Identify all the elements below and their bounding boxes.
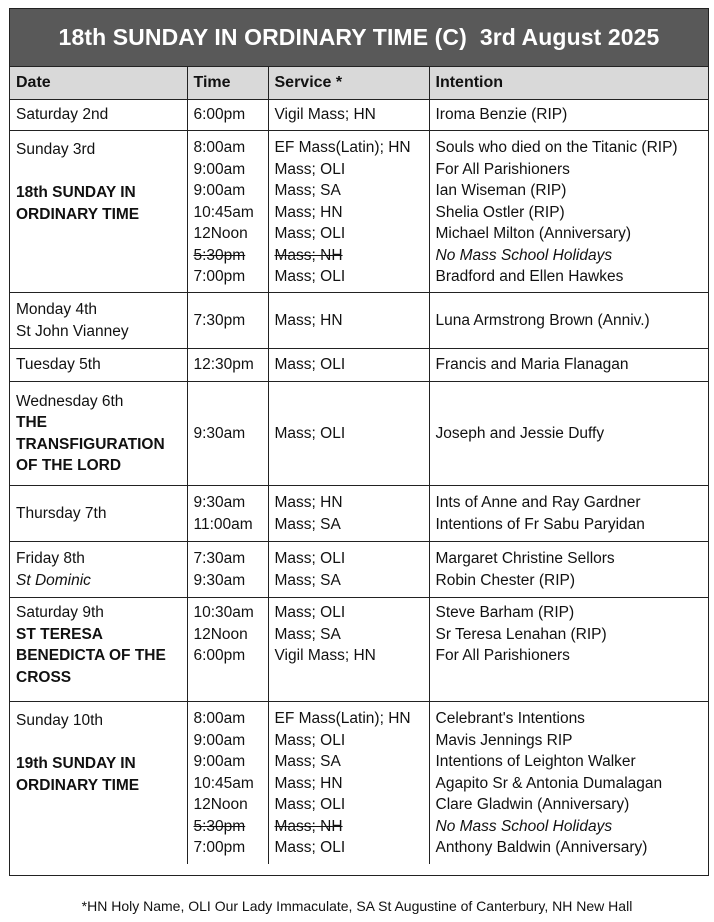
mass-intention: No Mass School Holidays [435,246,613,264]
mass-intention: Intentions of Leighton Walker [435,753,636,770]
service-name: Vigil Mass; HN [274,647,376,664]
mass-intention: For All Parishioners [435,647,570,664]
mass-intention: Joseph and Jessie Duffy [435,424,605,442]
schedule-body [10,100,708,864]
service-cell [268,486,429,542]
day-label [16,732,181,754]
mass-intention: Ints of Anne and Ray Gardner [435,494,641,511]
intention-cell [429,131,708,293]
date-cell [10,486,187,542]
schedule-frame [9,8,709,876]
service-cell [268,598,429,702]
service-name: Mass; SA [274,515,341,533]
time-cell [187,100,268,131]
mass-time: 7:00pm [193,268,246,285]
service-name: Mass; OLI [274,356,346,374]
service-name: EF Mass(Latin); HN [274,139,411,156]
service-name: Mass; OLI [274,604,346,621]
time-cell [187,382,268,486]
date-cell [10,131,187,293]
date-cell [10,100,187,131]
mass-intention: Michael Milton (Anniversary) [435,225,632,242]
table-row [10,293,708,349]
feast-title: ORDINARY TIME [16,776,140,794]
footer-legend: *HN Holy Name, OLI Our Lady Immaculate, SA St Augustine of Canterbury, NH New Hall [81,898,633,914]
service-cell [268,349,429,382]
mass-time: 12Noon [193,625,248,643]
date-cell [10,702,187,864]
service-name: Mass; HN [274,311,343,329]
saint-name: St Dominic [16,571,91,589]
mass-time: 7:00pm [193,839,246,856]
header-service: Service * [268,67,429,100]
mass-intention: Agapito Sr & Antonia Dumalagan [435,774,663,792]
mass-time: 10:45am [193,203,254,221]
page-title: 18th SUNDAY IN ORDINARY TIME (C) 3rd August 2025 [10,9,708,67]
mass-intention: Steve Barham (RIP) [435,604,575,621]
header-intention: Intention [429,67,708,100]
service-name: Mass; OLI [274,160,346,178]
table-row [10,100,708,131]
feast-title: ORDINARY TIME [16,205,140,223]
service-name: Mass; SA [274,571,341,589]
mass-time: 9:00am [193,182,246,199]
mass-intention: Robin Chester (RIP) [435,571,576,589]
mass-intention: Intentions of Fr Sabu Paryidan [435,515,645,533]
table-row [10,349,708,382]
mass-time: 12:30pm [193,356,254,374]
mass-time: 5:30pm [193,246,246,264]
service-cell [268,542,429,598]
mass-intention: Celebrant's Intentions [435,710,585,727]
day-label: Sunday 10th [16,712,104,729]
mass-intention: Anthony Baldwin (Anniversary) [435,839,648,856]
time-cell [187,598,268,702]
intention-cell [429,100,708,131]
mass-time: 9:00am [193,160,246,178]
service-cell [268,382,429,486]
service-name: Mass; OLI [274,839,346,856]
mass-time: 9:00am [193,753,246,770]
day-label [16,161,181,183]
feast-title: 19th SUNDAY IN [16,755,136,772]
mass-intention: No Mass School Holidays [435,817,613,835]
mass-time: 8:00am [193,139,246,156]
mass-time: 9:30am [193,494,246,511]
service-name: Mass; SA [274,625,341,643]
mass-intention: Bradford and Ellen Hawkes [435,268,624,285]
service-name: Mass; OLI [274,550,346,567]
mass-time: 7:30am [193,550,246,567]
time-cell [187,486,268,542]
service-cell [268,702,429,864]
date-cell [10,542,187,598]
date-cell [10,349,187,382]
feast-title: THE [16,414,47,431]
day-label: Saturday 9th [16,604,104,621]
header-date: Date [10,67,187,100]
mass-intention: For All Parishioners [435,160,570,178]
day-label: Monday 4th [16,301,97,318]
mass-intention: Margaret Christine Sellors [435,550,615,567]
service-name: Mass; NH [274,246,343,264]
mass-time: 9:30am [193,424,246,442]
intention-cell [429,702,708,864]
mass-time: 10:30am [193,604,254,621]
service-name: Mass; OLI [274,225,346,242]
day-label: Saturday 2nd [16,106,109,124]
service-cell [268,131,429,293]
feast-title: ST TERESA [16,625,103,643]
intention-cell [429,542,708,598]
header-time: Time [187,67,268,100]
date-cell [10,382,187,486]
time-cell [187,293,268,349]
feast-title: BENEDICTA OF THE [16,647,166,664]
date-cell [10,293,187,349]
service-name: Mass; SA [274,182,341,199]
time-cell [187,349,268,382]
service-cell [268,293,429,349]
table-row [10,598,708,702]
mass-time: 6:00pm [193,647,246,664]
mass-time: 9:00am [193,731,246,749]
mass-intention: Clare Gladwin (Anniversary) [435,796,630,813]
service-name: Mass; NH [274,817,343,835]
service-name: Mass; OLI [274,796,346,813]
table-row [10,486,708,542]
time-cell [187,542,268,598]
feast-title: CROSS [16,668,72,686]
service-name: Mass; HN [274,494,343,511]
mass-time: 5:30pm [193,817,246,835]
intention-cell [429,382,708,486]
feast-title: TRANSFIGURATION [16,435,165,453]
service-cell [268,100,429,131]
service-name: Mass; OLI [274,268,346,285]
date-cell [10,598,187,702]
service-name: EF Mass(Latin); HN [274,710,411,727]
mass-intention: Ian Wiseman (RIP) [435,182,567,199]
header-row [10,67,708,100]
mass-intention: Sr Teresa Lenahan (RIP) [435,625,607,643]
table-row [10,382,708,486]
mass-intention: Francis and Maria Flanagan [435,356,629,374]
service-name: Mass; SA [274,753,341,770]
day-label: St John Vianney [16,322,129,340]
service-name: Mass; OLI [274,424,346,442]
service-name: Vigil Mass; HN [274,106,376,124]
mass-intention: Iroma Benzie (RIP) [435,106,568,124]
service-name: Mass; HN [274,203,343,221]
mass-intention: Souls who died on the Titanic (RIP) [435,139,678,156]
day-label: Thursday 7th [16,504,107,522]
mass-time: 10:45am [193,774,254,792]
mass-time: 11:00am [193,515,253,533]
day-label: Friday 8th [16,550,85,567]
intention-cell [429,349,708,382]
mass-time: 7:30pm [193,311,246,329]
mass-schedule-table [10,67,708,864]
day-label: Sunday 3rd [16,141,96,158]
mass-intention: Luna Armstrong Brown (Anniv.) [435,311,650,329]
mass-intention: Shelia Ostler (RIP) [435,203,565,221]
time-cell [187,131,268,293]
intention-cell [429,598,708,702]
table-row [10,702,708,864]
time-cell [187,702,268,864]
day-label: Tuesday 5th [16,356,101,374]
intention-cell [429,486,708,542]
table-row [10,131,708,293]
feast-title: OF THE LORD [16,457,122,474]
mass-time: 9:30am [193,571,246,589]
intention-cell [429,293,708,349]
table-row [10,542,708,598]
mass-intention: Mavis Jennings RIP [435,731,573,749]
feast-title: 18th SUNDAY IN [16,184,136,201]
day-label: Wednesday 6th [16,392,124,410]
mass-time: 12Noon [193,225,248,242]
mass-time: 12Noon [193,796,248,813]
service-name: Mass; OLI [274,731,346,749]
service-name: Mass; HN [274,774,343,792]
mass-time: 8:00am [193,710,246,727]
mass-time: 6:00pm [193,106,246,124]
